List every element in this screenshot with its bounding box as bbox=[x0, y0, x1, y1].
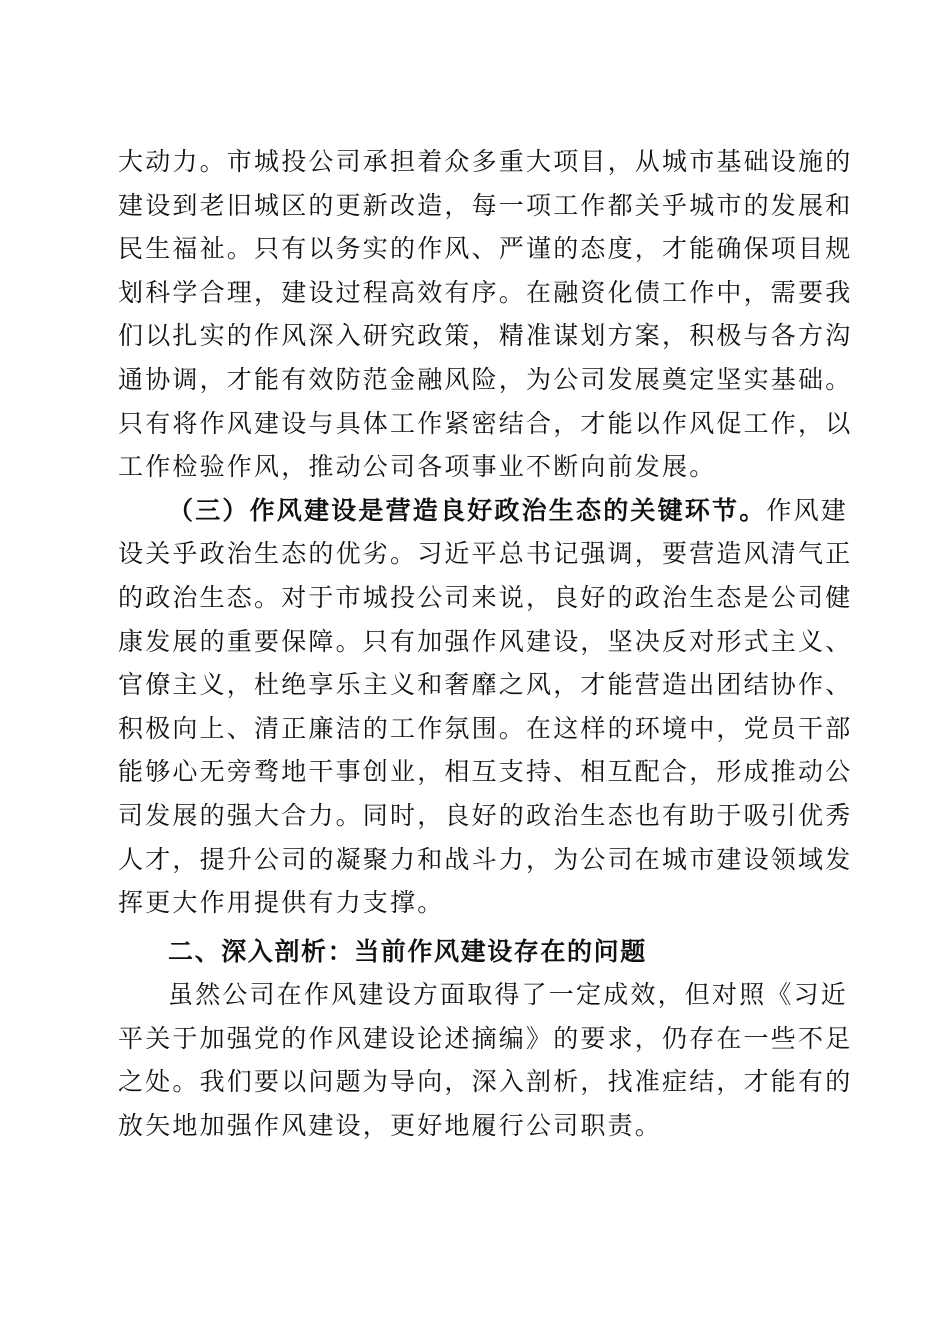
text-line: 们以扎实的作风深入研究政策，精准谋划方案，积极与各方沟 bbox=[118, 321, 853, 351]
section-three-title: （三）作风建设是营造良好政治生态的关键环节。 bbox=[168, 495, 767, 525]
text-line: 建设到老旧城区的更新改造，每一项工作都关乎城市的发展和 bbox=[118, 190, 853, 220]
text-line: 设关乎政治生态的优劣。习近平总书记强调，要营造风清气正 bbox=[118, 539, 853, 569]
text-line: 能够心无旁骛地干事创业，相互支持、相互配合，形成推动公 bbox=[118, 757, 853, 787]
section-three-title-rest: 作风建 bbox=[766, 495, 849, 525]
section-heading: 二、深入剖析：当前作风建设存在的问题 bbox=[168, 936, 647, 966]
text-line: 放矢地加强作风建设，更好地履行公司职责。 bbox=[118, 1111, 663, 1141]
text-line: 积极向上、清正廉洁的工作氛围。在这样的环境中，党员干部 bbox=[118, 713, 853, 743]
text-line: 通协调，才能有效防范金融风险，为公司发展奠定坚实基础。 bbox=[118, 364, 853, 394]
section-three-first-line bbox=[118, 489, 849, 533]
document-body bbox=[118, 140, 853, 1148]
text-line: 官僚主义，杜绝享乐主义和奢靡之风，才能营造出团结协作、 bbox=[118, 670, 853, 700]
paragraph-continuation bbox=[118, 140, 853, 489]
text-line: 人才，提升公司的凝聚力和战斗力，为公司在城市建设领域发 bbox=[118, 844, 853, 874]
text-line: 民生福祉。只有以务实的作风、严谨的态度，才能确保项目规 bbox=[118, 234, 853, 264]
text-line: 平关于加强党的作风建设论述摘编》的要求，仍存在一些不足 bbox=[118, 1023, 853, 1053]
section-three-paragraph bbox=[118, 489, 853, 925]
text-line: 的政治生态。对于市城投公司来说，良好的政治生态是公司健 bbox=[118, 582, 853, 612]
text-line: 只有将作风建设与具体工作紧密结合，才能以作风促工作，以 bbox=[118, 408, 853, 438]
final-paragraph bbox=[118, 973, 853, 1147]
text-line: 大动力。市城投公司承担着众多重大项目，从城市基础设施的 bbox=[118, 147, 853, 176]
text-line: 工作检验作风，推动公司各项事业不断向前发展。 bbox=[118, 452, 717, 482]
text-line: 虽然公司在作风建设方面取得了一定成效，但对照《习近 bbox=[168, 980, 849, 1010]
text-line: 挥更大作用提供有力支撑。 bbox=[118, 888, 445, 918]
text-line: 之处。我们要以问题为导向，深入剖析，找准症结，才能有的 bbox=[118, 1067, 853, 1097]
text-line: 康发展的重要保障。只有加强作风建设，坚决反对形式主义、 bbox=[118, 626, 853, 656]
text-line: 划科学合理，建设过程高效有序。在融资化债工作中，需要我 bbox=[118, 277, 853, 307]
text-line: 司发展的强大合力。同时，良好的政治生态也有助于吸引优秀 bbox=[118, 800, 853, 830]
